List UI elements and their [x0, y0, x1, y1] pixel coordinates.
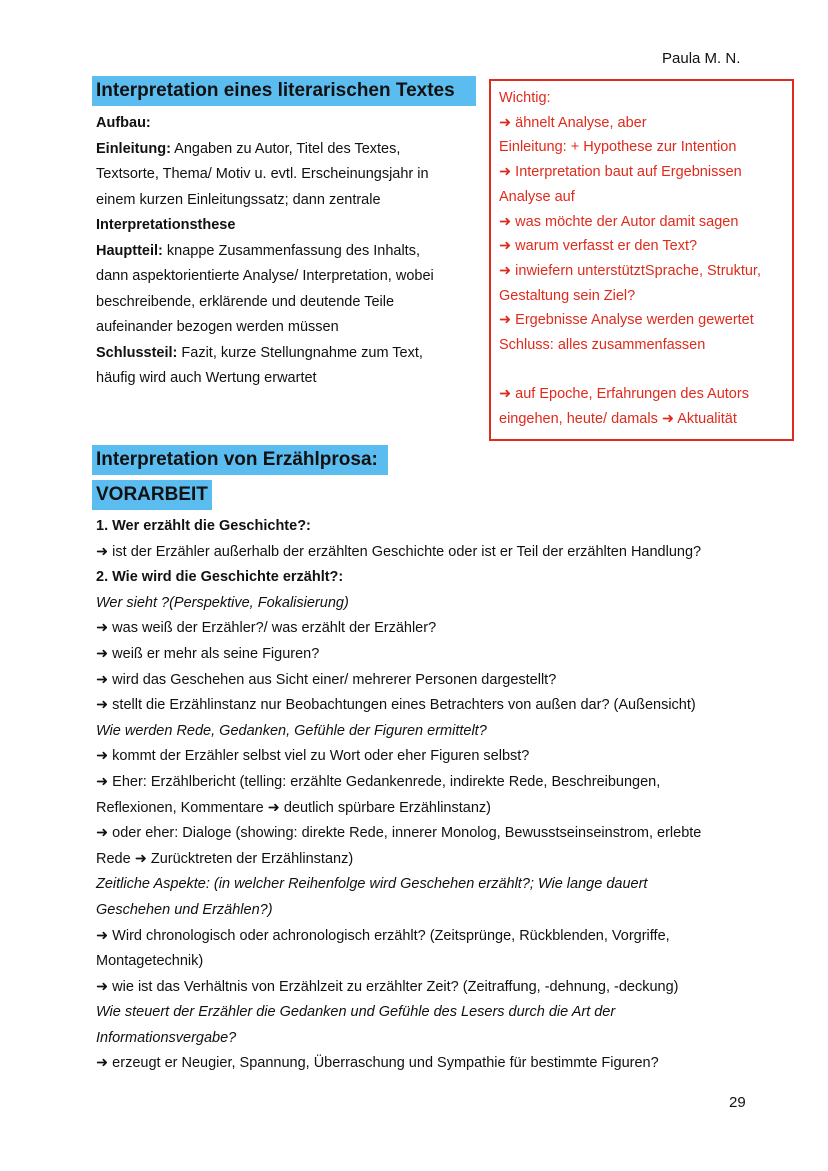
wichtig-line: Analyse auf [499, 188, 575, 205]
question-heading: 1. Wer erzählt die Geschichte?: [96, 518, 311, 534]
einleitung-text: Angaben zu Autor, Titel des Textes, [170, 140, 401, 157]
body-line: ➜ oder eher: Dialoge (showing: direkte Rede, innerer Monolog, Bewusstseinseinstrom, erlebte [96, 825, 702, 842]
wichtig-line: Einleitung: + Hypothese zur Intention [499, 139, 737, 156]
aufbau-heading: Aufbau: [96, 115, 151, 131]
wichtig-line: ➜ was möchte der Autor damit sagen [499, 213, 739, 230]
body-line: Rede ➜ Zurücktreten der Erzählinstanz) [96, 850, 354, 867]
wichtig-line: ➜ ähnelt Analyse, aber [499, 114, 647, 131]
body-line: Reflexionen, Kommentare ➜ deutlich spürbare Erzählinstanz) [96, 799, 491, 816]
page-number: 29 [729, 1094, 746, 1111]
einleitung-text: einem kurzen Einleitungssatz; dann zentrale [96, 191, 381, 208]
einleitung-thesis: Interpretationsthese [96, 217, 236, 233]
body-line: ➜ stellt die Erzählinstanz nur Beobachtungen eines Betrachters von außen dar? (Außensicht) [96, 697, 696, 714]
body-line: ➜ ist der Erzähler außerhalb der erzählten Geschichte oder ist er Teil der erzählten Handlung? [96, 543, 702, 560]
wichtig-line: ➜ warum verfasst er den Text? [499, 238, 698, 255]
body-line: ➜ weiß er mehr als seine Figuren? [96, 645, 320, 662]
wichtig-line: Gestaltung sein Ziel? [499, 287, 636, 304]
einleitung-label: Einleitung: [96, 140, 171, 157]
wichtig-line: ➜ Ergebnisse Analyse werden gewertet [499, 312, 754, 329]
schlussteil-label: Schlussteil: [96, 344, 178, 361]
erzaehlprosa-body [96, 514, 756, 1077]
section-title-interpretation: Interpretation eines literarischen Textes [92, 76, 476, 106]
subheading-italic: Wie steuert der Erzähler die Gedanken und Gefühle des Lesers durch die Art der [96, 1004, 616, 1021]
hauptteil-text: knappe Zusammenfassung des Inhalts, [162, 242, 420, 259]
hauptteil-paragraph [96, 239, 468, 341]
body-line: Montagetechnik) [96, 953, 204, 970]
hauptteil-text: aufeinander bezogen werden müssen [96, 319, 339, 335]
body-line: ➜ was weiß der Erzähler?/ was erzählt der Erzähler? [96, 620, 437, 637]
schlussteil-paragraph [96, 341, 468, 392]
body-line: ➜ wird das Geschehen aus Sicht einer/ mehrerer Personen dargestellt? [96, 671, 557, 688]
body-line: ➜ Wird chronologisch oder achronologisch erzählt? (Zeitsprünge, Rückblenden, Vorgriffe, [96, 927, 670, 944]
wichtig-spacer [499, 358, 792, 383]
wichtig-line: ➜ inwiefern unterstütztSprache, Struktur, [499, 262, 761, 279]
body-line: ➜ Eher: Erzählbericht (telling: erzählte Gedankenrede, indirekte Rede, Beschreibungen, [96, 773, 661, 790]
einleitung-paragraph [96, 137, 468, 239]
subheading-italic: Informationsvergabe? [96, 1029, 237, 1046]
hauptteil-text: beschreibende, erklärende und deutende Teile [96, 293, 395, 310]
wichtig-line: Schluss: alles zusammenfassen [499, 337, 706, 354]
section-subtitle-vorarbeit: VORARBEIT [92, 480, 212, 510]
question-heading: 2. Wie wird die Geschichte erzählt?: [96, 569, 344, 586]
schlussteil-text: Fazit, kurze Stellungnahme zum Text, [177, 344, 423, 361]
body-line: ➜ wie ist das Verhältnis von Erzählzeit zu erzählter Zeit? (Zeitraffung, -dehnung, -deckung) [96, 978, 679, 995]
wichtig-line: ➜ Interpretation baut auf Ergebnissen [499, 164, 742, 181]
section-title-erzaehlprosa: Interpretation von Erzählprosa: [92, 445, 388, 475]
aufbau-block [96, 111, 468, 392]
subheading-italic: Zeitliche Aspekte: (in welcher Reihenfolge wird Geschehen erzählt?; Wie lange dauert [96, 876, 648, 893]
hauptteil-text: dann aspektorientierte Analyse/ Interpretation, wobei [96, 268, 434, 284]
subheading-italic: Wie werden Rede, Gedanken, Gefühle der Figuren ermittelt? [96, 722, 487, 739]
schlussteil-text: häufig wird auch Wertung erwartet [96, 370, 317, 386]
body-line: ➜ erzeugt er Neugier, Spannung, Überraschung und Sympathie für bestimmte Figuren? [96, 1055, 659, 1072]
hauptteil-label: Hauptteil: [96, 242, 163, 259]
einleitung-text: Textsorte, Thema/ Motiv u. evtl. Erscheinungsjahr in [96, 166, 429, 182]
wichtig-line: eingehen, heute/ damals ➜ Aktualität [499, 411, 737, 428]
subheading-italic: Geschehen und Erzählen?) [96, 901, 273, 918]
body-line: ➜ kommt der Erzähler selbst viel zu Wort oder eher Figuren selbst? [96, 748, 530, 765]
wichtig-box [489, 79, 794, 441]
wichtig-line: Wichtig: [499, 90, 551, 106]
wichtig-line: ➜ auf Epoche, Erfahrungen des Autors [499, 386, 749, 403]
author-name: Paula M. N. [662, 50, 741, 67]
subheading-italic: Wer sieht ?(Perspektive, Fokalisierung) [96, 594, 349, 611]
